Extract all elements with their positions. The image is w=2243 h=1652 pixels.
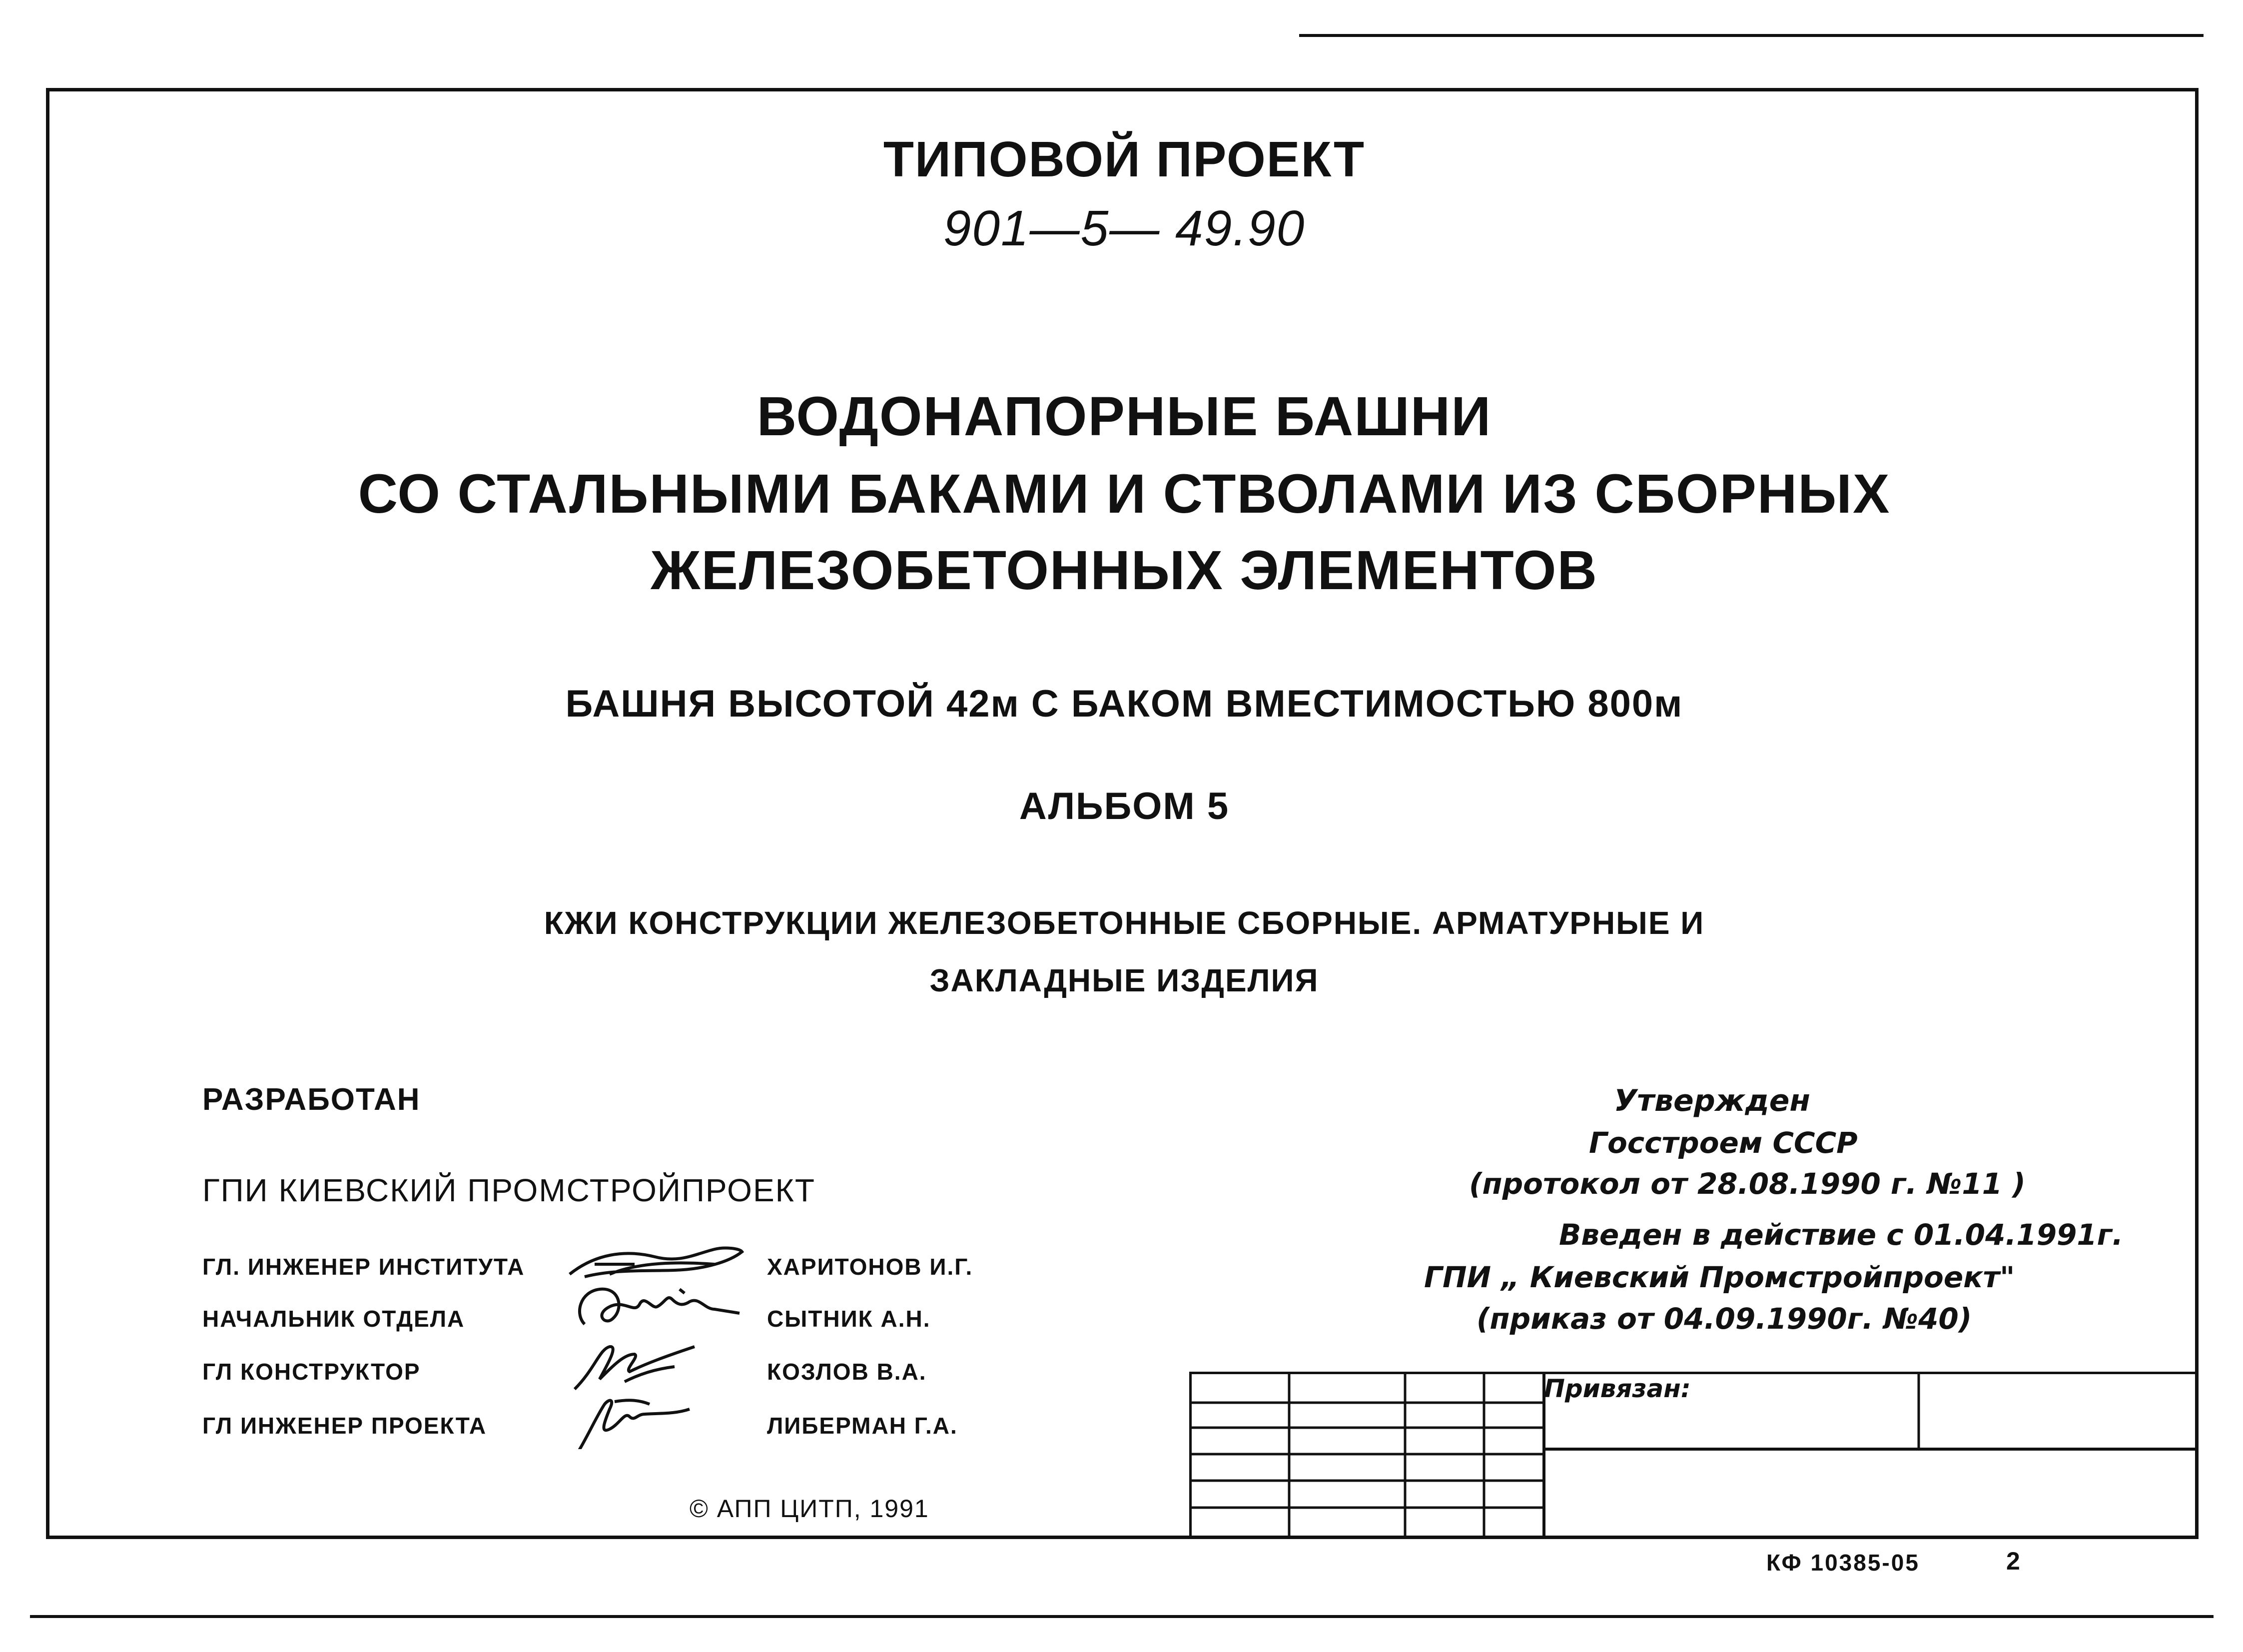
approval-line-4: Введен в действие с 01.04.1991г. [1559,1218,2124,1252]
developer-organization: ГПИ КИЕВСКИЙ ПРОМСТРОЙПРОЕКТ [202,1172,815,1208]
main-title-line-2: СО СТАЛЬНЫМИ БАКАМИ И СТВОЛАМИ ИЗ СБОРНЫХ [358,463,1891,525]
sheet-number: 2 [2006,1547,2020,1575]
section-title-line-2: ЗАКЛАДНЫЕ ИЗДЕЛИЯ [929,962,1319,998]
signature-liberman [565,1394,749,1449]
signatory-role: ГЛ ИНЖЕНЕР ПРОЕКТА [202,1413,487,1439]
signatory-name: ЛИБЕРМАН Г.А. [767,1413,958,1439]
main-title-line-3: ЖЕЛЕЗОБЕТОННЫХ ЭЛЕМЕНТОВ [651,540,1598,601]
signatory-role: ГЛ КОНСТРУКТОР [202,1359,421,1385]
section-title-line-1: КЖИ КОНСТРУКЦИИ ЖЕЛЕЗОБЕТОННЫЕ СБОРНЫЕ. АРМАТУРНЫЕ И [544,905,1705,941]
project-type-title: ТИПОВОЙ ПРОЕКТ [883,131,1366,187]
approval-line-3: (протокол от 28.08.1990 г. №11 ) [1469,1167,2026,1201]
signatory-name: КОЗЛОВ В.А. [767,1359,927,1385]
signature-kozlov [565,1339,749,1394]
signatory-role: ГЛ. ИНЖЕНЕР ИНСТИТУТА [202,1254,525,1280]
approval-line-5: ГПИ „ Киевский Промстройпроект" [1424,1260,2015,1294]
stamp-table [1189,1372,2199,1539]
copyright-notice: © АПП ЦИТП, 1991 [690,1495,929,1523]
approval-line-1: Утвержден [1614,1083,1810,1118]
document-number: КФ 10385-05 [1766,1550,1920,1576]
signatory-role: НАЧАЛЬНИК ОТДЕЛА [202,1306,465,1332]
top-rule [1299,34,2204,37]
signatory-name: ХАРИТОНОВ И.Г. [767,1254,973,1280]
developed-label: РАЗРАБОТАН [202,1082,421,1117]
approval-line-6: (приказ от 04.09.1990г. №40) [1477,1302,1972,1336]
album-number: АЛЬБОМ 5 [1019,785,1230,827]
signature-sytnik [565,1279,749,1334]
bottom-rule [30,1615,2214,1618]
approval-line-2: Госстроем СССР [1589,1126,1858,1160]
tower-subtitle: БАШНЯ ВЫСОТОЙ 42м С БАКОМ ВМЕСТИМОСТЬЮ 800м [565,683,1683,725]
tied-to-label: Привязан: [1544,1374,1691,1403]
main-title-line-1: ВОДОНАПОРНЫЕ БАШНИ [756,386,1492,447]
signatory-name: СЫТНИК А.Н. [767,1306,931,1332]
project-number: 901—5— 49.90 [943,200,1306,256]
